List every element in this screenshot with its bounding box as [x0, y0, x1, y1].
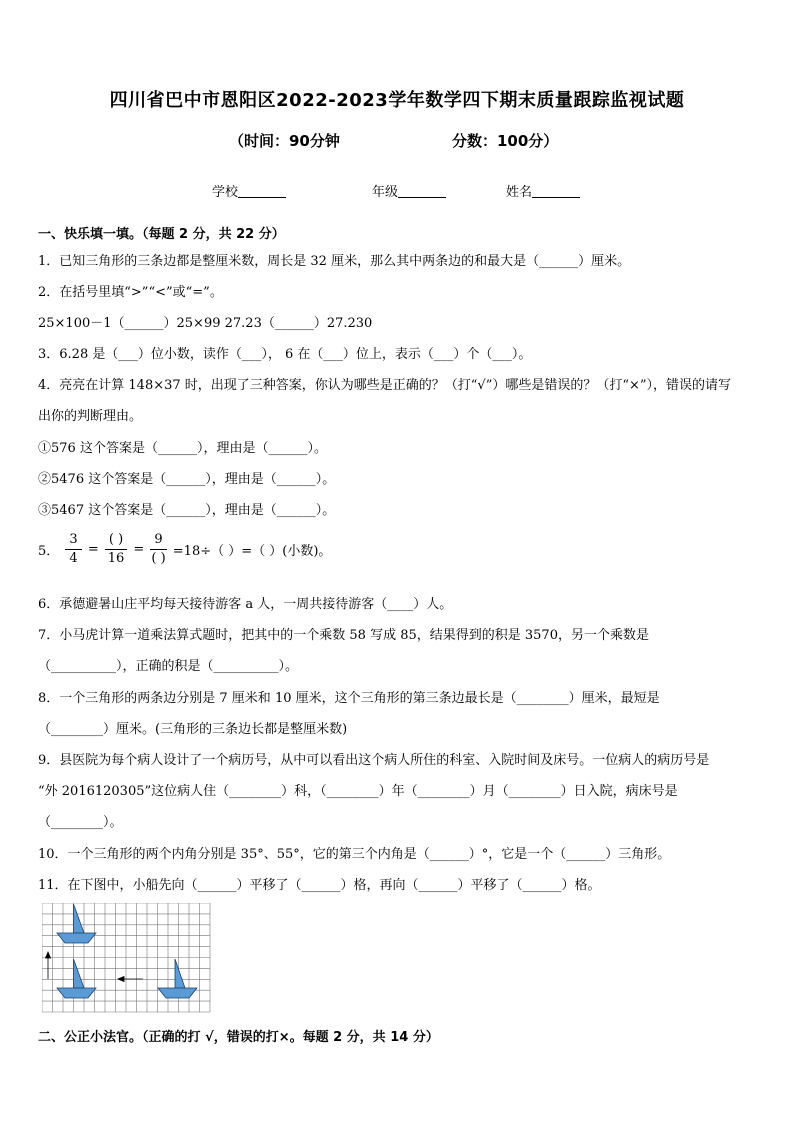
fraction-2-num: ( ): [105, 531, 127, 550]
school-label: 学校: [212, 185, 239, 200]
grade-field: [372, 181, 446, 200]
question-11: 11．在下图中，小船先向（______）平移了（______）格，再向（______）平移了（______）格。: [38, 878, 601, 893]
page-title: 四川省巴中市恩阳区2022-2023学年数学四下期末质量跟踪监视试题: [109, 90, 685, 111]
question-6: 6．承德避暑山庄平均每天接待游客 a 人，一周共接待游客（____）人。: [38, 597, 453, 612]
question-3: 3．6.28 是（___）位小数，读作（___）， 6 在（___）位上，表示（___）个（___）。: [38, 347, 532, 362]
question-9-cont2: （________）。: [38, 815, 123, 830]
question-1: 1．已知三角形的三条边都是整厘米数，周长是 32 厘米，那么其中两条边的和最大是（______）厘米。: [38, 254, 631, 269]
question-7: 7．小马虎计算一道乘法算式题时，把其中的一个乘数 58 写成 85，结果得到的积是 3570，另一个乘数是: [38, 628, 649, 643]
fraction-2-den: 16: [107, 551, 125, 566]
school-field: [212, 181, 286, 200]
grade-label: 年级: [372, 185, 399, 200]
boat-translation-figure: [42, 903, 212, 1017]
question-8-cont: （________）厘米。(三角形的三条边长都是整厘米数): [38, 722, 348, 737]
section2-heading: 二、公正小法官。（正确的打 √，错误的打×。每题 2 分，共 14 分）: [38, 1030, 439, 1045]
arrow-left: [118, 977, 143, 982]
question-4-2: ②5476 这个答案是（______），理由是（______）。: [38, 472, 336, 487]
fraction-1: [65, 531, 81, 568]
exam-time: （时间：90分钟: [229, 132, 340, 150]
arrow-up: [46, 952, 51, 979]
name-label: 姓名: [506, 185, 533, 200]
question-4-1: ①576 这个答案是（______），理由是（______）。: [38, 441, 327, 456]
question-5: 5． $\frac{3}{4}$ = $\frac{( )}{16}$ = $\frac{9}{( )}$ =18÷（ ）=（ ）(小数)。: [38, 532, 332, 566]
q5-suffix: =18÷（ ）=（ ）(小数)。: [172, 544, 332, 559]
question-2-items: 25×100－1（______）25×99 27.23（______）27.230: [38, 316, 373, 331]
question-4-3: ③5467 这个答案是（______），理由是（______）。: [38, 503, 336, 518]
question-8: 8．一个三角形的两条边分别是 7 厘米和 10 厘米，这个三角形的第三条边最长是（________）厘米，最短是: [38, 691, 660, 706]
name-field: [506, 181, 580, 200]
question-9: 9．县医院为每个病人设计了一个病历号，从中可以看出这个病人所住的科室、入院时间及床号。一位病人的病历号是: [38, 753, 710, 768]
boat-grid: [42, 903, 212, 1013]
fraction-3-den: ( ): [151, 551, 166, 566]
question-9-cont: “外 2016120305”这位病人住（________）科，（________）年（________）月（________）日入院，病床号是: [38, 784, 678, 799]
fraction-1-den: 4: [69, 551, 78, 566]
question-4: 4．亮亮在计算 148×37 时，出现了三种答案，你认为哪些是正确的？（打“√”）哪些是错误的？（打“×”），错误的请写: [38, 378, 732, 393]
boat-bottom-right: [158, 959, 197, 998]
fraction-3-num: 9: [150, 531, 166, 550]
q5-prefix: 5．: [38, 544, 60, 559]
section1-heading: 一、快乐填一填。（每题 2 分，共 22 分）: [38, 227, 285, 242]
exam-score: 分数：100分）: [452, 132, 559, 150]
fraction-3: [150, 531, 166, 568]
fraction-1-num: 3: [65, 531, 81, 550]
question-7-cont: （__________），正确的积是（__________）。: [38, 659, 299, 674]
question-2: 2．在括号里填“>”“<”或“=”。: [38, 285, 223, 300]
question-10: 10．一个三角形的两个内角分别是 35°、55°，它的第三个内角是（______）°，它是一个（______）三角形。: [38, 847, 671, 862]
fraction-2: [105, 531, 127, 568]
question-4-cont: 出你的判断理由。: [38, 409, 143, 424]
